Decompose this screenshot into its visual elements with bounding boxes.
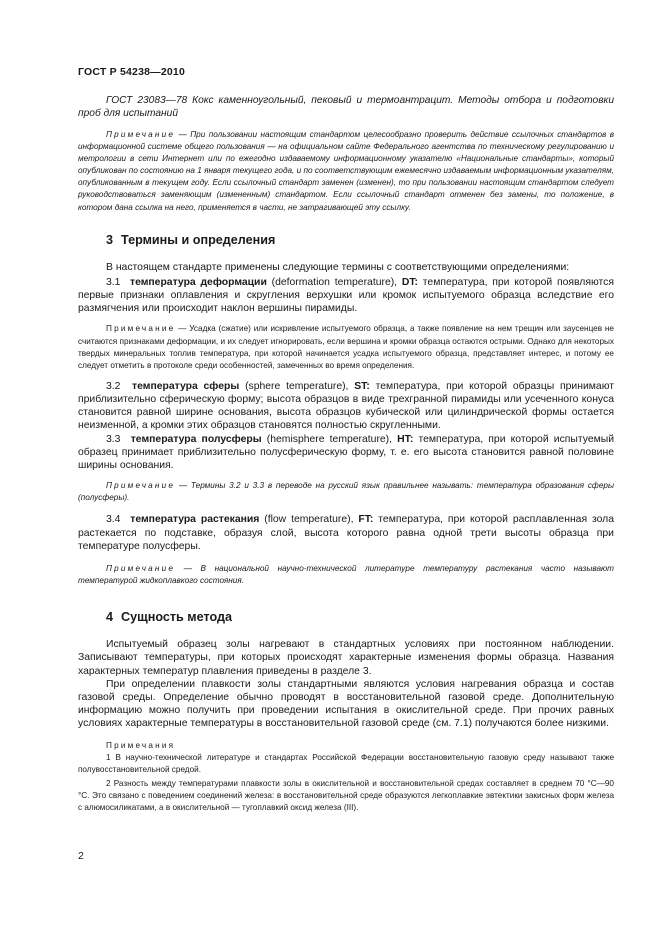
term-definition: температура, при которой появляются первые признаки оплавления и скругления верхушки или кромок испытуемого образца вследствие его размягчения или происходит наклон вершины пирамиды.: [78, 276, 614, 315]
term-number: 3.2: [106, 380, 121, 392]
page-number: 2: [78, 850, 84, 862]
term-name: температура полусферы: [130, 433, 262, 445]
note-text: — При пользовании настоящим стандартом целесообразно проверить действие ссылочных стандартов в информационной системе общего пользования — на официальном сайте Федерального агентства по техническому регулированию и метрологии в сети Интернет или по ежегодно издаваемому информационному указателю «Национальные стандарты», который опубликован по состоянию на 1 января текущего года, и по соответствующим ежемесячно издаваемым информационным указателям, опубликованным в текущем году. Если ссылочный стандарт заменен (изменен), то при пользовании настоящим стандартом следует руководствоваться заменяющим (измененным) стандартом. Если ссылочный стандарт отменен без замены, то положение, в котором дана ссылка на него, применяется в части, не затрагивающей эту ссылку.: [78, 130, 614, 212]
term-note-2: [78, 480, 614, 504]
note-text: — В национальной научно-технической литературе температуру растекания часто называют температурой жидкоплавкого состояния.: [78, 564, 614, 586]
note-label: Примечание: [106, 564, 176, 574]
section-number: 3: [106, 232, 114, 247]
term-abbreviation: FT:: [358, 514, 374, 526]
section-title: Термины и определения: [121, 232, 276, 247]
term-3-2: [78, 380, 614, 433]
term-name: температура растекания: [130, 514, 260, 526]
term-abbreviation: HT:: [397, 433, 414, 445]
term-abbreviation: DT:: [401, 276, 419, 288]
term-name: температура сферы: [132, 380, 240, 392]
term-note-1: [78, 323, 614, 371]
term-english: (flow temperature),: [264, 514, 354, 526]
section-4-paragraph-1: Испытуемый образец золы нагревают в стандартных условиях при постоянном наблюдении. Записывают температуры, при которых происходят характерные изменения формы образца. Названия характерных температур плавления приведены в разделе 3.: [78, 639, 614, 677]
section-4-heading: [78, 610, 614, 624]
note-label: Примечание: [106, 130, 176, 139]
section-4-paragraph-2: При определении плавкости золы стандартными являются условия нагревания образца и состав газовой среды. Определение обычно проводят в восстановительной газовой среде. Дополнительную информацию можно получить при проведении испытания в окислительной среде. При прочих равных условиях характерные температуры в восстановительной газовой среде (см. 7.1) получаются более низкими.: [78, 678, 614, 730]
note-text: — Усадка (сжатие) или искривление испытуемого образца, а также появление на нем трещин или заусенцев не считаются признаками деформации, и их следует игнорировать, если вершина и кромки образца остаются острыми. Однако для некоторых твердых минеральных топлив температура, при которой начинается усадка испытуемого образца, представляет интерес, и потому ее следует отметить в протоколе среди особенностей, замеченных во время определения.: [78, 324, 614, 370]
term-number: 3.4: [106, 514, 121, 526]
section-3-heading: [78, 233, 614, 247]
term-3-4: [78, 513, 614, 553]
section-4-note-1: 1 В научно-технической литературе и стандартах Российской Федерации восстановительную газовую среду называют также полувосстановительной средой.: [78, 752, 614, 774]
term-name: температура деформации: [129, 276, 267, 288]
term-abbreviation: ST:: [354, 380, 370, 392]
term-definition: температура, при которой расплавленная зола растекается по подставке, образуя слой, высота которого равна одной трети высоты образца при температуре полусферы.: [78, 514, 615, 552]
section-4-note-2: 2 Разность между температурами плавкости золы в окислительной и восстановительной средах составляет в среднем 70 °С—90 °С. Это связано с поведением соединений железа: в восстановительной среде образуются легкоплавкие эвтектики закисных форм железа с алюмосиликатами, а в окислительной — тугоплавкий оксид железа (III).: [78, 778, 614, 813]
term-definition: температура, при которой образцы принимают приблизительно сферическую форму; высота образцов в виде трехгранной пирамиды или усеченного конуса становится равной ширине основания, высота образцов кубической или цилиндрической формы остается неизменной, а кромки этих образцов становятся полностью скругленными.: [78, 380, 615, 432]
note-text: — Термины 3.2 и 3.3 в переводе на русский язык правильнее называть: температура образования сферы (полусферы).: [78, 481, 614, 503]
term-3-3: [78, 433, 614, 473]
section-3-intro: В настоящем стандарте применены следующие термины с соответствующими определениями:: [106, 261, 570, 273]
references-note: [78, 129, 614, 214]
normative-reference: ГОСТ 23083—78 Кокс каменноугольный, пековый и термоантрацит. Методы отбора и подготовки проб для испытаний: [78, 95, 614, 119]
term-note-3: [78, 563, 614, 587]
term-english: (sphere temperature),: [245, 380, 349, 392]
section-number: 4: [106, 610, 114, 625]
notes-title: Примечания: [106, 740, 176, 750]
term-english: (hemisphere temperature),: [266, 433, 393, 445]
note-label: Примечание: [106, 324, 176, 334]
document-header: ГОСТ Р 54238—2010: [78, 66, 186, 78]
term-number: 3.1: [106, 276, 121, 288]
note-label: Примечание: [106, 481, 176, 491]
page-content: [78, 94, 614, 814]
term-number: 3.3: [106, 433, 121, 445]
term-english: (deformation temperature),: [271, 276, 398, 288]
section-title: Сущность метода: [121, 610, 232, 625]
term-definition: температура, при которой испытуемый образец принимает приблизительно полусферическую форму, т. е. его высота становится равной половине ширины основания.: [78, 433, 615, 472]
term-3-1: [78, 276, 614, 316]
